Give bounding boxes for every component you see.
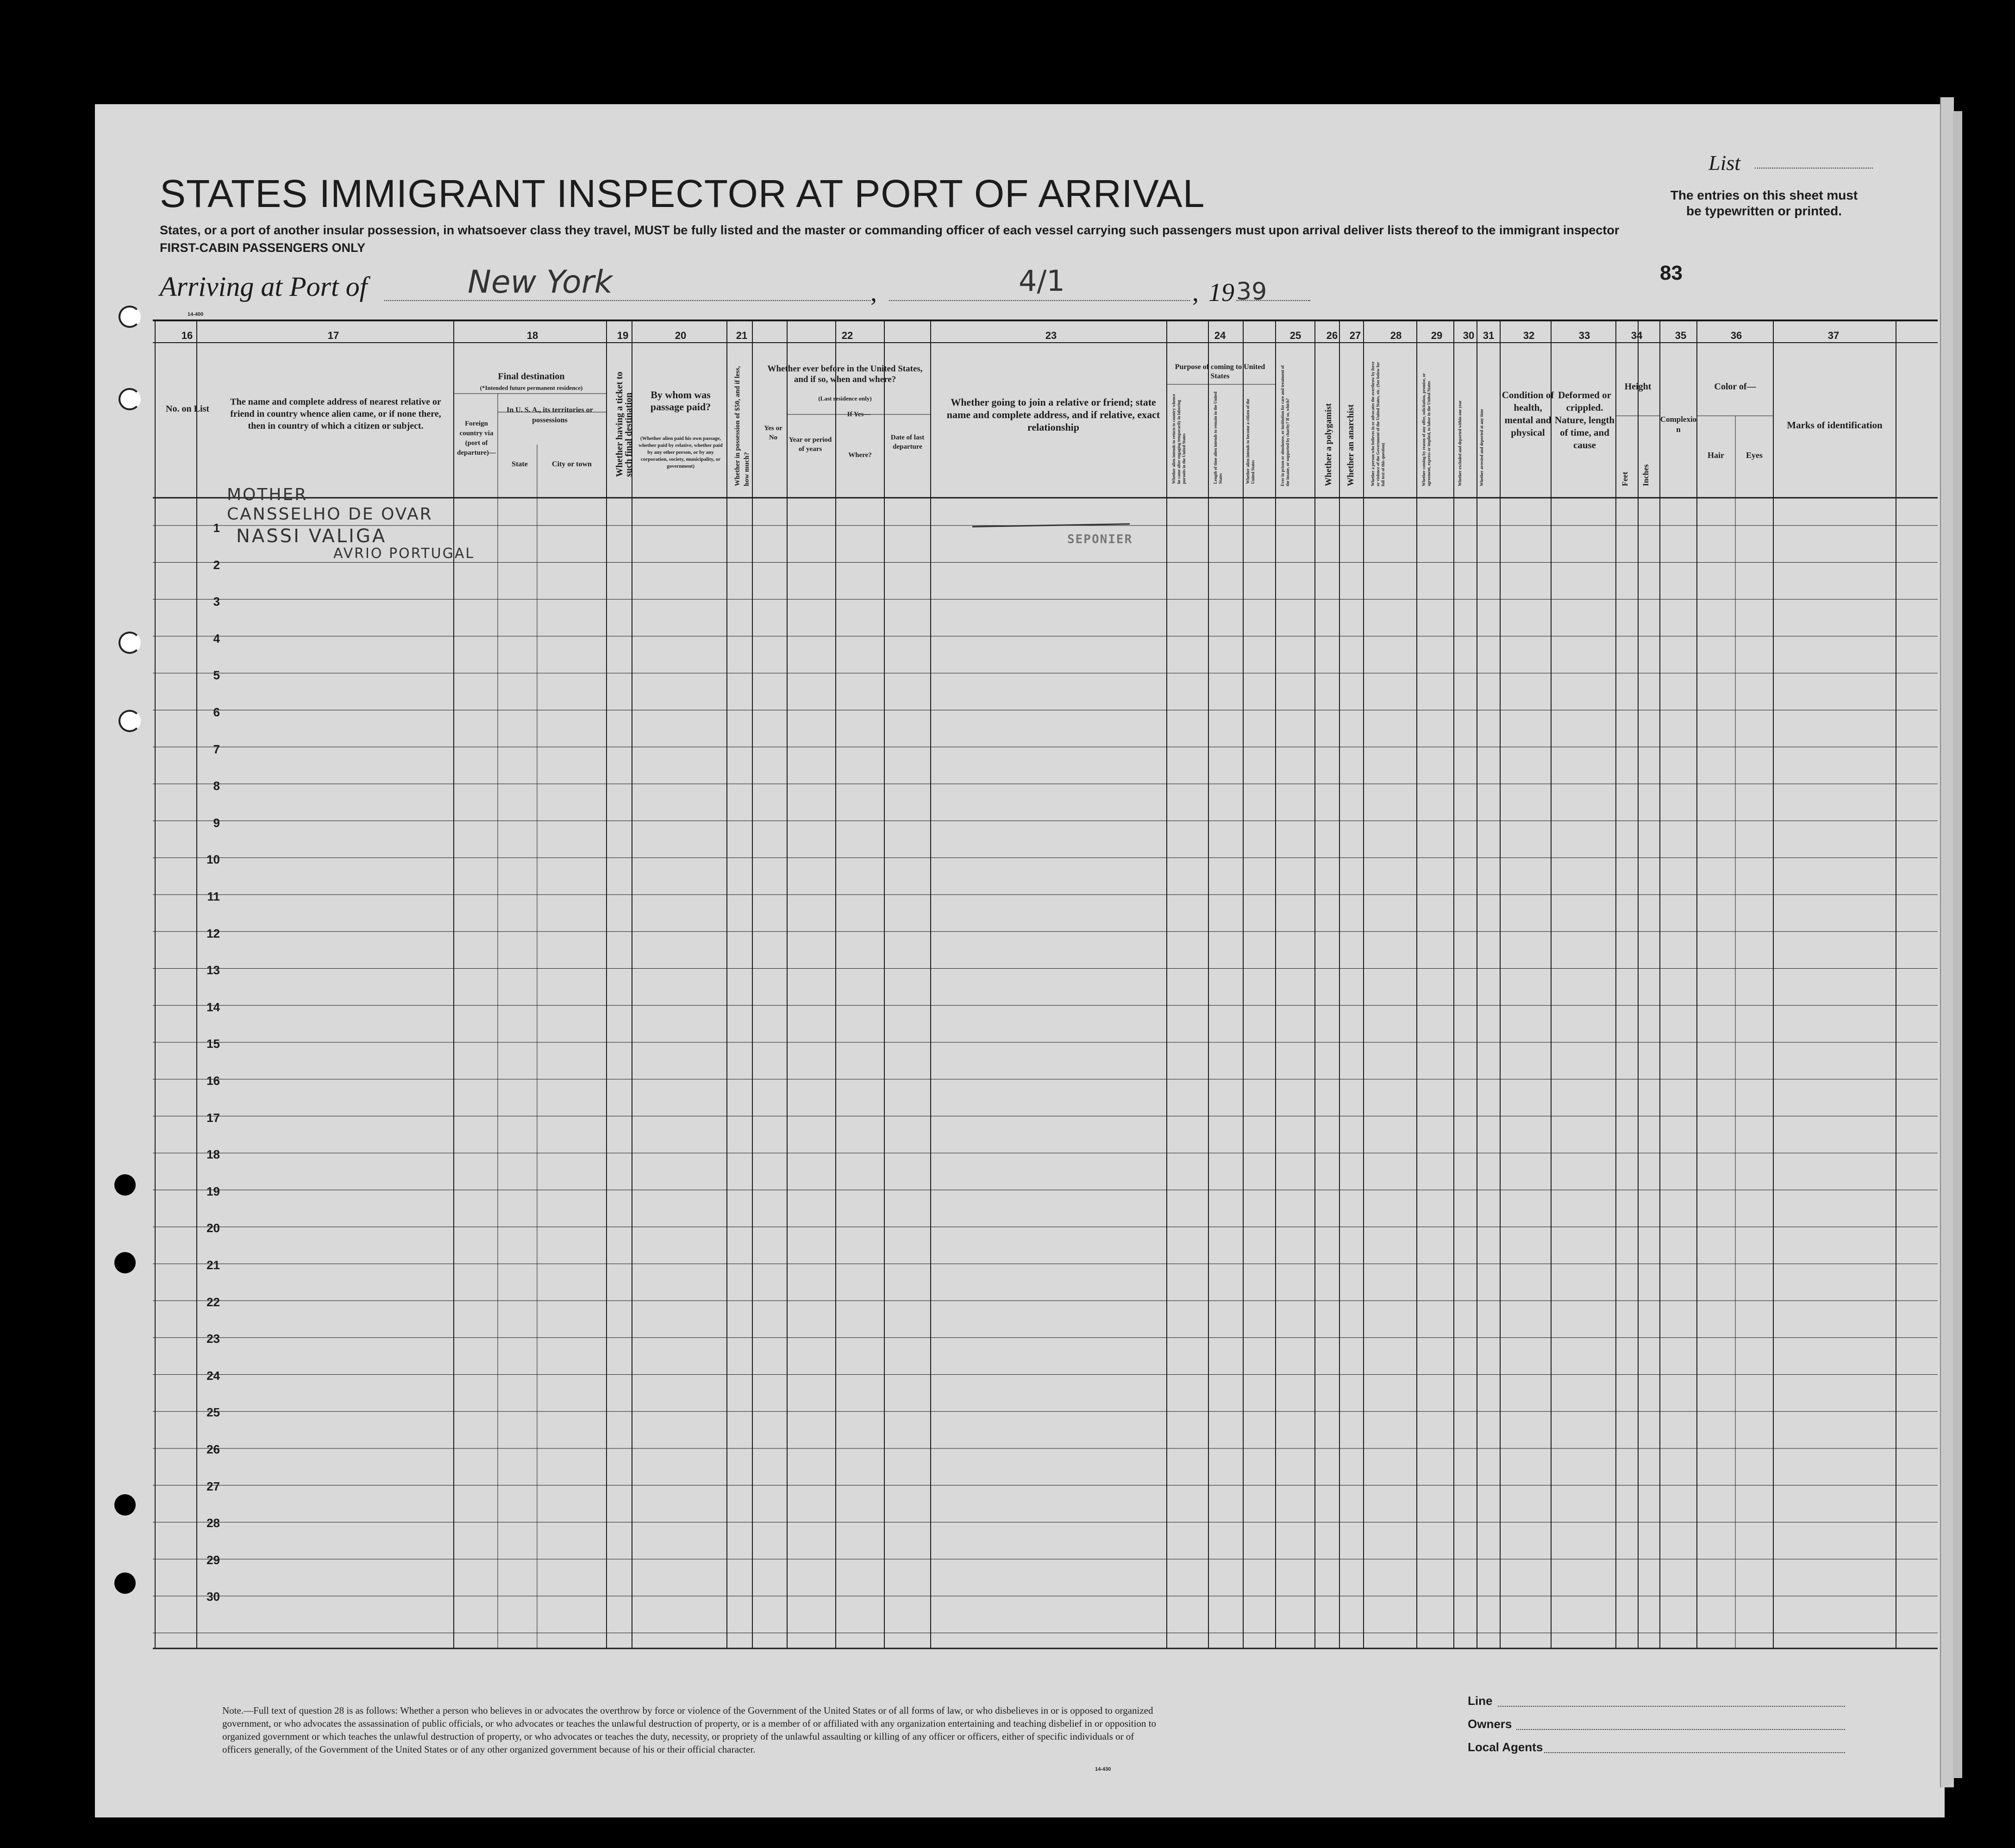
header-usa: In U. S. A., its territories or possessions — [507, 406, 593, 424]
header-ticket: Whether having a ticket to such final destination — [614, 371, 634, 477]
form-instructions: States, or a port of another insular possession, in whatsoever class they travel, MUST be fully listed and the master or commanding officer of each vessel carrying such passengers must upon arrival deliver lists thereof to the immigrant inspector — [160, 223, 1620, 237]
col-num-25: 25 — [1289, 330, 1302, 341]
header-passage-paid: By whom was passage paid? — [650, 389, 711, 413]
row-number: 30 — [207, 1590, 220, 1604]
header-date-last-departure: Date of last departure — [890, 434, 925, 451]
col-num-27: 27 — [1349, 330, 1361, 341]
header-ever-before: Whether ever before in the United States, and if so, when and where? — [767, 364, 923, 384]
col-num-32: 32 — [1523, 330, 1535, 341]
year-prefix: 19 — [1208, 278, 1234, 307]
col-num-24: 24 — [1214, 330, 1226, 341]
header-color: Color of— — [1714, 382, 1756, 392]
header-no-on-list: No. on List — [166, 404, 209, 414]
col-num-34: 34 — [1631, 330, 1643, 341]
entry-relationship: MOTHER — [227, 485, 308, 504]
header-prison: Ever in prison or almshouse, or institution for care and treatment of the insane, or supported by charity? If so, which? — [1280, 365, 1290, 486]
col-num-30: 30 — [1463, 330, 1475, 341]
row-number: 28 — [207, 1516, 220, 1530]
question-28-note: Note.—Full text of question 28 is as follows: Whether a person who believes in or advocates the overthrow by force or violence of the Government of the United States or of all forms of law, or who disbelieves in or is opposed to organized government, or who advocates the assassination of public officials, or who advocates or teaches the unlawful destruction of property, or is a member of or affiliated with any organization entertaining and teaching disbelief in or opposition to organized government or which teaches the unlawful destruction of property, or who advocates or teaches the duty, necessity, or propriety of the unlawful assaulting or killing of any officer or officers, either of specific individuals or of officers generally, of the Government of the United States or of any other organized government because of his or their official character. — [222, 1705, 1156, 1755]
row-number: 24 — [207, 1368, 220, 1383]
col-num-36: 36 — [1730, 330, 1742, 341]
header-polygamist: Whether a polygamist — [1324, 403, 1333, 486]
header-purpose-c: Whether alien intends to become a citizen of the United States — [1245, 399, 1255, 484]
header-question-28: Whether a person who believes in or advocates the overthrow by force or violence of the Government of the United States, etc. (See below for full text of this question) — [1370, 361, 1385, 486]
entry-relative-name: NASSI VALIGA — [236, 526, 387, 547]
row-number: 10 — [207, 852, 220, 867]
header-hair: Hair — [1708, 451, 1724, 460]
binder-hole — [119, 306, 141, 328]
col-num-23: 23 — [1045, 330, 1057, 341]
header-passage-paid-sub: (Whether alien paid his own passage, whether paid by relative, whether paid by any other person, or by any corporation, society, municipality, or government) — [638, 436, 723, 469]
binder-hole — [119, 710, 141, 732]
row-number: 18 — [207, 1147, 220, 1162]
col-num-16: 16 — [181, 330, 193, 341]
row-number: 3 — [213, 595, 220, 609]
header-yes-no: Yes or No — [764, 425, 782, 441]
local-agents-label: Local Agents — [1468, 1740, 1543, 1754]
form-title: STATES IMMIGRANT INSPECTOR AT PORT OF ARRIVAL — [160, 172, 1205, 215]
binder-hole — [119, 388, 141, 410]
header-excluded-deported: Whether excluded and deported within one year — [1458, 400, 1462, 486]
header-city: City or town — [552, 460, 592, 468]
comma: , — [1192, 278, 1199, 307]
row-number: 5 — [213, 668, 220, 683]
binder-hole — [114, 1494, 136, 1516]
header-height: Height — [1624, 382, 1652, 392]
row-number: 20 — [207, 1221, 220, 1235]
entry-address-line: AVRIO PORTUGAL — [333, 545, 475, 562]
row-number: 29 — [207, 1553, 220, 1567]
row-number: 26 — [207, 1442, 220, 1456]
binder-hole — [114, 1572, 136, 1594]
year-suffix: 39 — [1236, 278, 1267, 306]
owners-field — [1516, 1729, 1845, 1730]
row-number: 19 — [207, 1184, 220, 1198]
col-num-17: 17 — [327, 330, 339, 341]
form-code: 14-400 — [188, 312, 204, 317]
col-num-29: 29 — [1431, 330, 1443, 341]
row-number: 17 — [207, 1110, 220, 1125]
form-code: 14-430 — [1095, 1767, 1111, 1772]
col-num-35: 35 — [1675, 330, 1687, 341]
owners-label: Owners — [1468, 1717, 1512, 1731]
entry-stamp: SEPONIER — [1067, 532, 1133, 546]
header-fifty-dollars: Whether in possession of $50, and if less, how much? — [734, 366, 751, 486]
row-number: 13 — [207, 963, 220, 977]
col-num-33: 33 — [1578, 330, 1590, 341]
header-join-relative: Whether going to join a relative or friend; state name and complete address, and if relative, exact relationship — [946, 396, 1160, 433]
header-deformed: Deformed or crippled. Nature, length of time, and cause — [1554, 389, 1615, 451]
date-value: 4/1 — [1019, 264, 1065, 298]
header-eyes: Eyes — [1746, 451, 1763, 460]
col-num-31: 31 — [1483, 330, 1495, 341]
row-number: 11 — [207, 890, 220, 903]
header-nearest-relative: The name and complete address of nearest relative or friend in country whence alien came, or if none there, then in country of which a citizen or subject. — [230, 397, 441, 431]
col-num-37: 37 — [1827, 330, 1840, 341]
row-number: 6 — [213, 705, 220, 719]
header-labor-offer: Whether coming by reason of any offer, solicitation, promise, or agreement, express or implied, to labor in the United States — [1421, 373, 1431, 486]
row-number: 15 — [207, 1037, 220, 1051]
header-health: Condition of health, mental and physical — [1502, 389, 1554, 438]
header-purpose: Purpose of coming to United States — [1175, 363, 1265, 380]
header-purpose-a: Whether alien intends to return to country whence he came after engaging temporarily in laboring pursuits in the United States — [1171, 394, 1186, 484]
row-number: 22 — [207, 1295, 220, 1309]
row-number: 12 — [207, 926, 220, 940]
header-where: Where? — [848, 451, 872, 459]
binder-hole — [119, 632, 141, 654]
header-arrested-deported: Whether arrested and deported at any time — [1479, 409, 1484, 486]
list-label: List — [1708, 151, 1741, 175]
entry-address-line: CANSSELHO DE OVAR — [227, 505, 433, 524]
header-if-yes: If Yes— — [847, 411, 871, 418]
header-ever-before-sub: (Last residence only) — [818, 395, 872, 402]
header-marks-identification: Marks of identification — [1787, 420, 1883, 431]
row-number: 16 — [207, 1074, 220, 1088]
local-agents-field — [1544, 1752, 1845, 1753]
col-num-20: 20 — [675, 330, 687, 341]
col-num-21: 21 — [736, 330, 748, 341]
row-number: 4 — [213, 631, 220, 645]
header-state: State — [512, 460, 528, 468]
form-class-note: FIRST-CABIN PASSENGERS ONLY — [160, 241, 366, 255]
page-number: 83 — [1660, 262, 1683, 284]
col-num-18: 18 — [526, 330, 538, 341]
header-complexion: Complexion — [1660, 415, 1697, 434]
binder-hole — [114, 1174, 136, 1196]
row-number: 27 — [207, 1479, 220, 1493]
col-num-26: 26 — [1326, 330, 1338, 341]
col-num-19: 19 — [617, 330, 629, 341]
header-inches: Inches — [1641, 464, 1650, 486]
header-foreign-country: Foreign country via (port of departure)— — [457, 420, 496, 457]
row-number: 7 — [213, 742, 220, 756]
header-final-destination-sub: (*Intended future permanent residence) — [480, 384, 583, 391]
line-label: Line — [1468, 1694, 1493, 1708]
header-anarchist: Whether an anarchist — [1346, 404, 1356, 486]
row-number: 2 — [213, 558, 220, 572]
col-num-22: 22 — [841, 330, 853, 341]
line-field — [1498, 1706, 1845, 1707]
entries-note: The entries on this sheet must be typewritten or printed. — [1670, 188, 1858, 218]
row-number: 14 — [207, 1000, 220, 1014]
port-value: New York — [468, 264, 613, 301]
row-number: 1 — [213, 521, 220, 535]
row-number: 25 — [207, 1405, 220, 1420]
header-final-destination: Final destination — [498, 371, 565, 382]
row-number: 8 — [213, 779, 220, 793]
col-num-28: 28 — [1390, 330, 1402, 341]
header-year-period: Year or period of years — [788, 436, 832, 453]
comma: , — [870, 278, 877, 307]
binder-hole — [114, 1252, 136, 1273]
header-feet: Feet — [1621, 471, 1629, 486]
row-number: 23 — [207, 1332, 220, 1346]
arriving-label: Arriving at Port of — [160, 271, 368, 302]
row-number: 9 — [213, 815, 220, 830]
header-purpose-b: Length of time alien intends to remain in the United States — [1213, 391, 1223, 484]
row-number: 21 — [207, 1258, 220, 1272]
